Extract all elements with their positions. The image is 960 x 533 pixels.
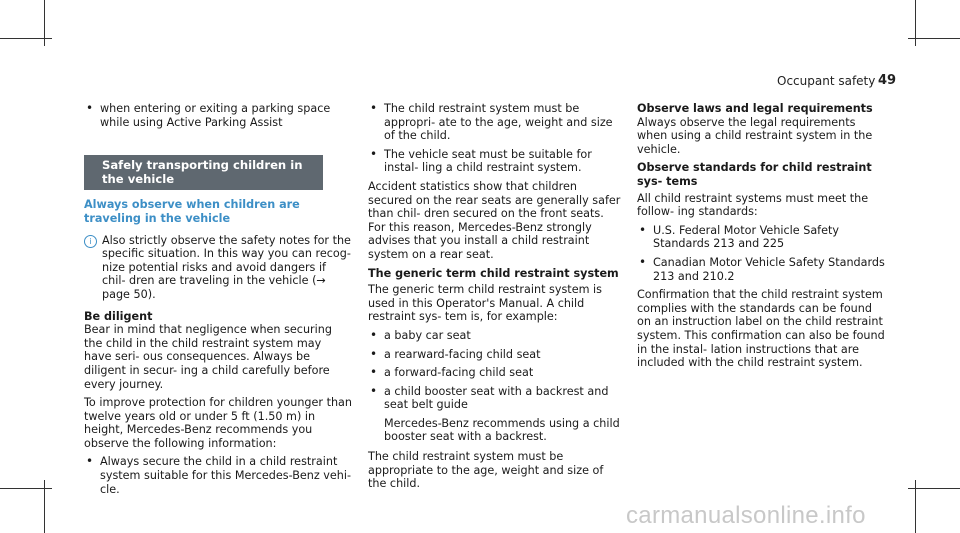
paragraph: Always observe the legal requirements when using a child restraint system in the vehicle. — [637, 115, 873, 156]
column-3 — [637, 102, 885, 375]
column-1 — [84, 102, 352, 501]
note-text: Also strictly observe the safety notes for the specific situation. In this way you can recog- nize potential risks and avoid dangers if chil- dren are traveling in the vehicle (→ page 50). — [102, 233, 351, 301]
bullet-item: • The child restraint system must be appropri- ate to the age, weight and size of the child. — [368, 102, 623, 143]
section-title: Occupant safety — [777, 74, 876, 88]
subheading: Always observe when children are traveling in the vehicle — [84, 198, 300, 225]
note — [84, 234, 352, 302]
heading-laws: Observe laws and legal requirements — [637, 102, 873, 115]
paragraph: The generic term child restraint system is used in this Operator's Manual. A child restraint sys- tem is, for example: — [368, 283, 602, 324]
list-item: • a child booster seat with a backrest and seat belt guide — [368, 385, 623, 412]
crop-mark — [44, 0, 45, 46]
list-item: • a forward-facing child seat — [368, 366, 623, 380]
heading-standards: Observe standards for child restraint sys- tems — [637, 161, 872, 188]
sub-paragraph: Mercedes-Benz recommends using a child booster seat with a backrest. — [384, 416, 620, 444]
heading-be-diligent: Be diligent — [84, 309, 153, 323]
section-heading: Safely transporting children in the vehicle — [84, 155, 323, 190]
paragraph: Bear in mind that negligence when securing the child in the child restraint system may have seri- ous consequences. Always be diligent in secur- ing a child carefully before every journey. — [84, 323, 332, 391]
bullet-item: • The vehicle seat must be suitable for instal- ling a child restraint system. — [368, 148, 623, 175]
paragraph: Confirmation that the child restraint system complies with the standards can be found on an instruction label on the child restraint system. This confirmation can also be found in the instal- lation instructions that are included with the child restraint system. — [637, 288, 885, 370]
crop-mark — [915, 0, 916, 46]
list-item: • a baby car seat — [368, 329, 623, 343]
bullet-item: • Always secure the child in a child restraint system suitable for this Mercedes-Benz vehi- cle. — [84, 455, 352, 496]
paragraph: Accident statistics show that children secured on the rear seats are generally safer than chil- dren secured on the front seats. For this reason, Mercedes-Benz strongly advises that you install a child restraint system on a rear seat. — [368, 179, 621, 261]
list-item: • a rearward-facing child seat — [368, 348, 623, 362]
paragraph: All child restraint systems must meet the follow- ing standards: — [637, 191, 869, 219]
watermark-logo: carmanualsonline.info — [626, 502, 866, 529]
heading-generic-term: The generic term child restraint system — [368, 266, 619, 280]
crop-mark — [915, 480, 916, 533]
paragraph: To improve protection for children younger than twelve years old or under 5 ft (1.50 m) in height, Mercedes-Benz recommends you observe the following information: — [84, 396, 352, 450]
paragraph: The child restraint system must be appropriate to the age, weight and size of the child. — [368, 450, 604, 491]
info-icon: i — [84, 235, 97, 248]
bullet-item: • when entering or exiting a parking space while using Active Parking Assist — [84, 102, 352, 129]
crop-mark — [44, 480, 45, 533]
list-item: • Canadian Motor Vehicle Safety Standards 213 and 210.2 — [637, 256, 885, 283]
column-2 — [368, 102, 623, 496]
page-number: 49 — [878, 73, 897, 88]
list-item: • U.S. Federal Motor Vehicle Safety Standards 213 and 225 — [637, 224, 885, 251]
